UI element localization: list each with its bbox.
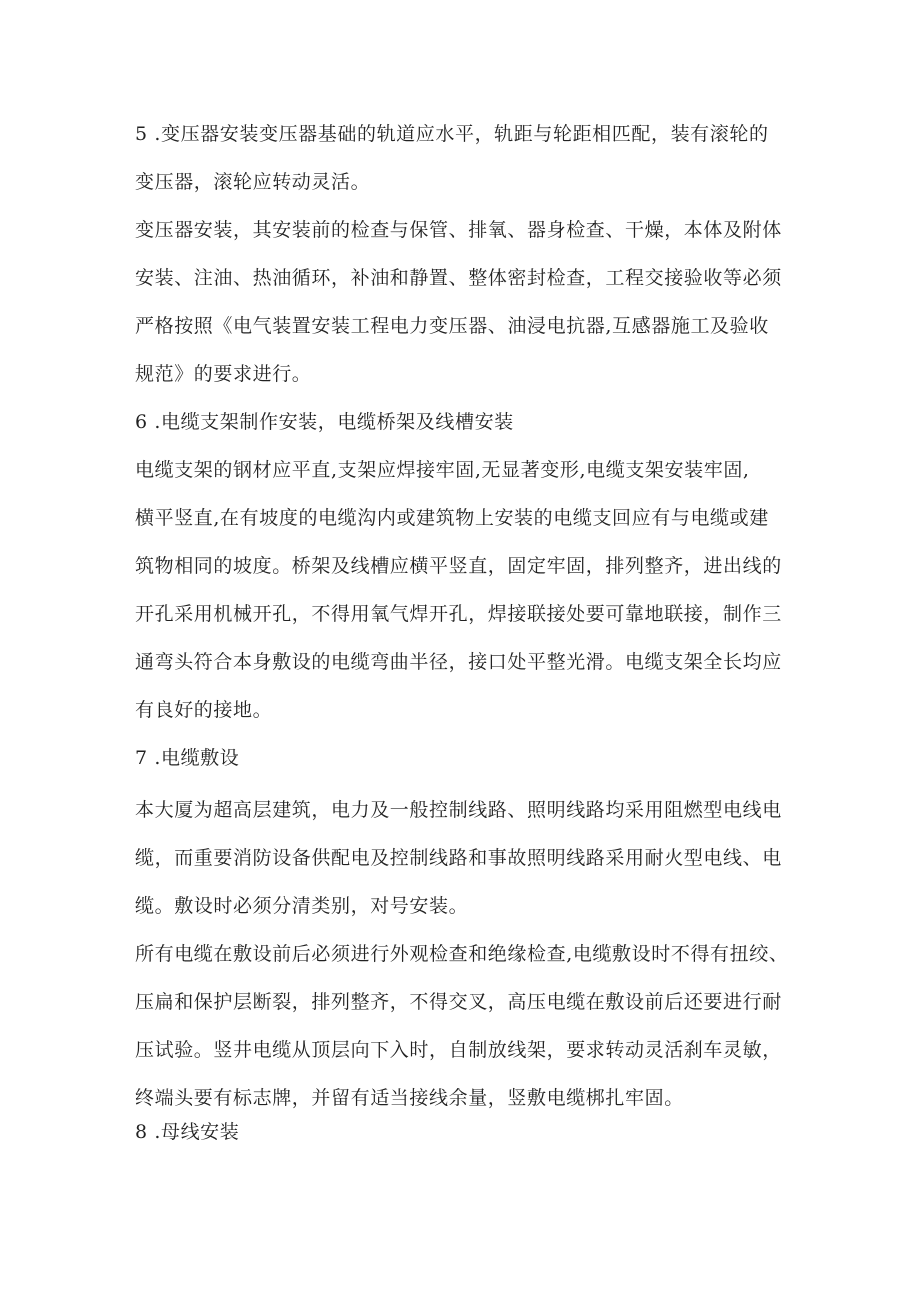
text-line: 终端头要有标志牌，并留有适当接线余量，竖敷电缆梆扎牢固。 (135, 1087, 684, 1109)
text-line: 筑物相同的坡度。桥架及线槽应横平竖直，固定牢固，排列整齐，进出线的 (135, 555, 782, 577)
text-line: 压试验。竖井电缆从顶层向下入时，自制放线架，要求转动灵活刹车灵敏， (135, 1039, 782, 1061)
text-line: 变压器，滚轮应转动灵活。 (135, 171, 371, 193)
text-line: 开孔采用机械开孔，不得用氧气焊开孔，焊接联接处要可靠地联接，制作三 (135, 603, 782, 625)
text-line: 变压器安装，其安装前的检查与保管、排氧、器身检查、干燥，本体及附体 (135, 219, 782, 241)
text-line: 缆，而重要消防设备供配电及控制线路和事故照明线路采用耐火型电线、电 (135, 847, 782, 869)
section-7-heading: 7 .电缆敷设 (135, 747, 240, 769)
text-line: 所有电缆在敷设前后必须进行外观检查和绝缘检查,电缆敷设时不得有扭绞、 (135, 943, 789, 965)
text-line: 压扁和保护层断裂，排列整齐，不得交叉，高压电缆在敷设前后还要进行耐 (135, 991, 782, 1013)
text-line: 规范》的要求进行。 (135, 363, 312, 385)
text-line: 安装、注油、热油循环，补油和静置、整体密封检查，工程交接验收等必须 (135, 267, 782, 289)
text-line: 本大厦为超高层建筑，电力及一般控制线路、照明线路均采用阻燃型电线电 (135, 799, 782, 821)
text-line: 严格按照《电气装置安装工程电力变压器、油浸电抗器,互感器施工及验收 (135, 315, 769, 337)
text-line: 缆。敷设时必须分清类别，对号安装。 (135, 895, 469, 917)
section-6-heading: 6 .电缆支架制作安装，电缆桥架及线槽安装 (135, 411, 514, 433)
section-8-heading: 8 .母线安装 (135, 1121, 240, 1143)
text-line: 通弯头符合本身敷设的电缆弯曲半径，接口处平整光滑。电缆支架全长均应 (135, 651, 782, 673)
section-5-heading: 5 .变压器安装变压器基础的轨道应水平，轨距与轮距相匹配，装有滚轮的 (135, 123, 769, 145)
text-line: 有良好的接地。 (135, 699, 273, 721)
text-line: 横平竖直,在有坡度的电缆沟内或建筑物上安装的电缆支回应有与电缆或建 (135, 507, 769, 529)
text-line: 电缆支架的钢材应平直,支架应焊接牢固,无显著变形,电缆支架安装牢固, (135, 459, 750, 481)
